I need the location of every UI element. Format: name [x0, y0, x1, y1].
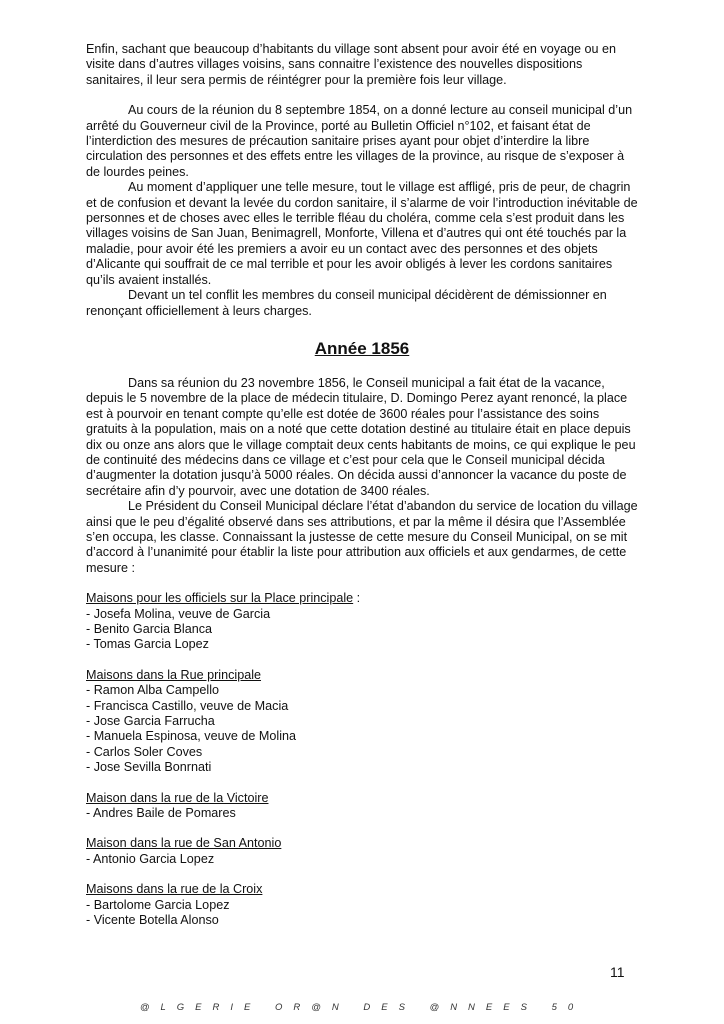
list-item: - Andres Baile de Pomares: [86, 806, 236, 821]
list-item: - Benito Garcia Blanca: [86, 622, 212, 636]
list-heading-suffix: :: [353, 591, 361, 606]
list-item: - Manuela Espinosa, veuve de Molina: [86, 729, 297, 744]
list-item: - Ramon Alba Campello: [86, 683, 219, 698]
housing-list-place-principale: [86, 591, 638, 653]
paragraph-cholera-fear: Au moment d’appliquer une telle mesure, tout le village est affligé, pris de peur, de chagrin et de confusion et devant la levée du cordon sanitaire, il s’alarme de voir l’introduction inévitable de personnes et de choses avec elles le terrible fléau du choléra, comme cela s’est produit dans les villages voisins de San Juan, Benimagrell, Monforte, Villena et d’autres qui ont été touchés par la maladie, pour avoir été les premiers a avoir eu un contact avec des personnes et des objets d’Alicante qui souffrait de ce mal terrible et pour les avoir obligés à lever les cordons sanitaires qu’ils avaient installés.: [86, 180, 638, 287]
paragraph-1854-meeting: Au cours de la réunion du 8 septembre 1854, on a donné lecture au conseil municipal d’un arrêté du Gouverneur civil de la Province, porté au Bulletin Officiel n°102, et faisant état de l’interdiction des mesures de précaution sanitaire prises ayant pour objet d’interdire la libre circulation des personnes et des effets entre les villages de la province, au risque de s’exposer à de lourdes peines.: [86, 103, 633, 179]
list-item: - Francisca Castillo, veuve de Macia: [86, 698, 289, 713]
list-item: - Jose Sevilla Bonrnati: [86, 760, 212, 775]
list-heading-line: [86, 882, 638, 897]
section-title-1856: Année 1856: [314, 338, 410, 358]
paragraph-housing-allocation: Le Président du Conseil Municipal déclare l’état d’abandon du service de location du village ainsi que le peu d’égalité observé dans ses attributions, et par la même il désira que l’Assemblée s’en occupa, les classe. Connaissant la justesse de cette mesure du Conseil Municipal, on se mit d’accord à l’unanimité pour établir la liste pour attribution aux officiels et aux gendarmes, de cette mesure :: [86, 499, 638, 575]
list-heading-line: [86, 591, 638, 606]
housing-list-rue-san-antonio: [86, 836, 638, 867]
list-heading: Maisons dans la rue de la Croix: [86, 882, 263, 897]
list-heading: Maison dans la rue de San Antonio: [86, 836, 282, 851]
intro-paragraph: Enfin, sachant que beaucoup d’habitants du village sont absent pour avoir été en voyage ou en visite dans d’autres villages voisins, sans connaitre l’existence des nouvelles dispositions sanitaires, il leur sera permis de réintégrer pour la première fois leur village.: [86, 42, 617, 87]
list-item: - Bartolome Garcia Lopez: [86, 897, 230, 912]
list-heading-line: [86, 836, 638, 851]
list-heading: Maisons pour les officiels sur la Place principale: [86, 591, 354, 606]
list-item: - Tomas Garcia Lopez: [86, 637, 209, 652]
housing-list-rue-victoire: [86, 791, 638, 822]
footer-watermark: @LGERIE OR@N DES @NNEES 50: [139, 1002, 585, 1013]
list-item: - Antonio Garcia Lopez: [86, 851, 215, 866]
list-item: - Carlos Soler Coves: [86, 744, 203, 759]
list-heading: Maison dans la rue de la Victoire: [86, 790, 269, 805]
housing-list-rue-principale: [86, 668, 638, 776]
document-page: [86, 42, 638, 929]
paragraph-doctor-vacancy: Dans sa réunion du 23 novembre 1856, le Conseil municipal a fait état de la vacance, depuis le 5 novembre de la place de médecin titulaire, D. Domingo Perez ayant renoncé, la place est à pourvoir en tenant compte qu’elle est dotée de 3600 réales pour l’assistance des soins gratuits à la population, mais on a noté que cette dotation destiné au titulaire était en place depuis dix ou onze ans alors que le village comptait deux cents habitants de moins, ce qui explique le peu de continuité des médecins dans ce village et c’est pour cela que le Conseil municipal décida d’augmenter la dotation jusqu’à 5000 réales. On décida aussi d’annoncer la vacance du poste de secrétaire afin d’y pourvoir, avec une dotation de 3400 réales.: [86, 375, 636, 498]
list-heading: Maisons dans la Rue principale: [86, 667, 262, 682]
list-item: - Josefa Molina, veuve de Garcia: [86, 606, 271, 621]
page-number: 11: [610, 964, 625, 980]
list-heading-line: [86, 791, 638, 806]
list-heading-line: [86, 668, 638, 683]
list-item: - Jose Garcia Farrucha: [86, 714, 215, 729]
list-item: - Vicente Botella Alonso: [86, 913, 219, 928]
paragraph-council-resignation: Devant un tel conflit les membres du conseil municipal décidèrent de démissionner en renonçant officiellement à leurs charges.: [86, 288, 607, 318]
housing-list-rue-croix: [86, 882, 638, 928]
